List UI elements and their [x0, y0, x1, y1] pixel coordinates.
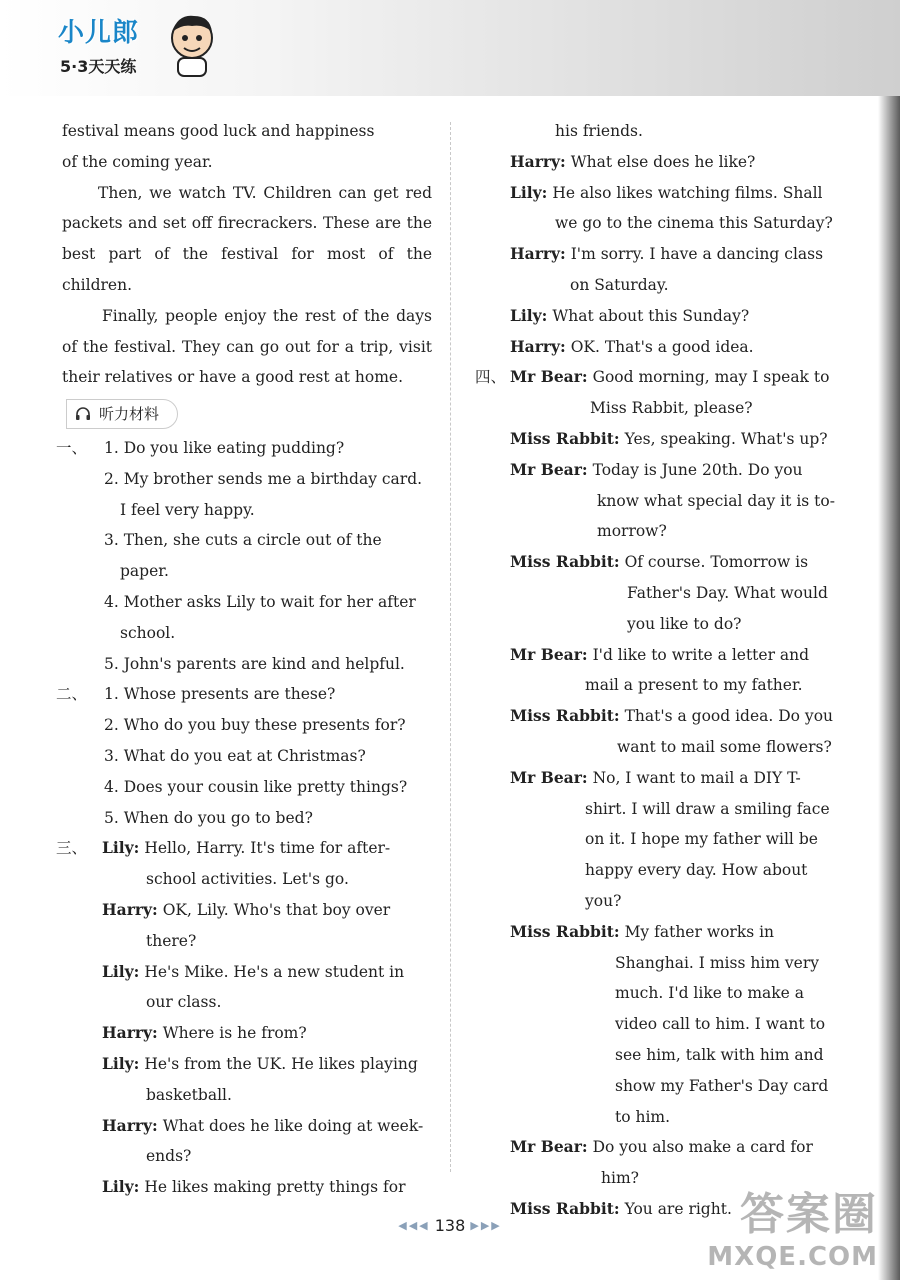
brand-logo	[52, 10, 222, 84]
speaker: Harry:	[510, 244, 566, 264]
speaker: Lily:	[510, 305, 548, 325]
utterance: Good morning, may I speak to Miss Rabbit, please?	[590, 368, 830, 418]
site-watermark	[707, 1178, 878, 1272]
utterance: Hello, Harry. It's time for after-school activities. Let's go.	[144, 839, 391, 889]
list-item: 2. Who do you buy these presents for?	[104, 716, 406, 735]
speaker: Harry:	[102, 1023, 158, 1043]
list-item: 3. What do you eat at Christmas?	[104, 746, 366, 765]
list-item: 1. Do you like eating pudding?	[104, 438, 345, 457]
section-title: 听力材料	[99, 405, 160, 424]
page-edge-shadow	[878, 96, 900, 1280]
utterance: Where is he from?	[162, 1024, 307, 1043]
utterance: No, I want to mail a DIY T-shirt. I will draw a smiling face on it. I hope my father will be happy every day. How about you?	[585, 768, 830, 910]
dialogue-line	[475, 917, 840, 1133]
speaker: Lily:	[102, 1177, 140, 1197]
right-column	[475, 116, 840, 1225]
utterance: Of course. Tomorrow is Father's Day. What would you like to do?	[624, 553, 828, 633]
dialogue-line	[62, 833, 432, 895]
essay-line: festival means good luck and happiness	[62, 122, 375, 140]
watermark-url: MXQE.COM	[707, 1242, 878, 1272]
speaker: Miss Rabbit:	[510, 552, 620, 572]
dialogue-line	[62, 895, 432, 957]
brand-title: 小儿郎	[58, 18, 140, 48]
utterance: He likes making pretty things for	[144, 1178, 406, 1197]
dialogue-line	[475, 332, 840, 363]
section-header	[66, 399, 178, 429]
dialogue-line	[62, 1049, 432, 1111]
part-two	[56, 679, 432, 833]
utterance: OK. That's a good idea.	[570, 337, 754, 356]
list-item: 4. Does your cousin like pretty things?	[104, 777, 408, 796]
dialogue-line: his friends.	[555, 122, 643, 140]
speaker: Mr Bear:	[510, 1137, 588, 1157]
speaker: Lily:	[102, 961, 140, 981]
speaker: Miss Rabbit:	[510, 921, 620, 941]
list-item: 2. My brother sends me a birthday card. I feel very happy.	[104, 469, 423, 519]
utterance: Do you also make a card for him?	[592, 1138, 813, 1188]
dialogue-line	[475, 640, 840, 702]
utterance: He's from the UK. He likes playing basketball.	[144, 1054, 418, 1104]
dialogue-line	[475, 362, 840, 424]
dialogue-line	[475, 239, 840, 301]
part-label: 一、	[56, 438, 88, 457]
dialogue-line	[475, 701, 840, 763]
essay-line: of the coming year.	[62, 152, 213, 171]
utterance: Yes, speaking. What's up?	[624, 429, 828, 448]
utterance: What about this Sunday?	[552, 306, 750, 325]
speaker: Harry:	[102, 1115, 158, 1135]
utterance: He's Mike. He's a new student in our class.	[144, 962, 405, 1012]
speaker: Miss Rabbit:	[510, 706, 620, 726]
dialogue-line	[475, 147, 840, 178]
speaker: Harry:	[510, 151, 566, 171]
speaker: Harry:	[510, 336, 566, 356]
part-one	[56, 433, 432, 679]
speaker: Miss Rabbit:	[510, 1198, 620, 1218]
part-label: 三、	[56, 839, 88, 858]
utterance: Today is June 20th. Do you know what special day it is to-morrow?	[592, 460, 835, 541]
utterance: What else does he like?	[570, 152, 756, 171]
dialogue-line	[475, 547, 840, 639]
dialogue-line	[62, 1111, 432, 1173]
left-column	[56, 116, 432, 1203]
utterance: I'd like to write a letter and mail a present to my father.	[585, 645, 810, 695]
speaker: Lily:	[510, 182, 548, 202]
utterance: You are right.	[624, 1199, 732, 1218]
dialogue-line	[62, 1172, 432, 1203]
utterance: He also likes watching films. Shall we go to the cinema this Saturday?	[552, 183, 833, 233]
list-item: 4. Mother asks Lily to wait for her after school.	[104, 592, 416, 642]
dialogue-line	[475, 763, 840, 917]
speaker: Mr Bear:	[510, 367, 588, 387]
utterance: That's a good idea. Do you want to mail some flowers?	[617, 707, 834, 756]
utterance: OK, Lily. Who's that boy over there?	[146, 900, 391, 950]
utterance: What does he like doing at week-ends?	[146, 1116, 424, 1166]
headphones-icon	[75, 406, 91, 422]
utterance: My father works in Shanghai. I miss him very much. I'd like to make a video call to him. I want to see him, talk with him and show my Father's Day card to him.	[615, 922, 829, 1126]
dialogue-line	[62, 957, 432, 1019]
list-item: 1. Whose presents are these?	[104, 685, 336, 704]
part-three	[56, 833, 432, 1203]
speaker: Lily:	[102, 1053, 140, 1073]
watermark-title: 答案圈	[740, 1189, 878, 1240]
essay-paragraph: Then, we watch TV. Children can get red packets and set off firecrackers. These are the best part of the festival for most of the children.	[62, 183, 432, 294]
speaker: Mr Bear:	[510, 767, 588, 787]
prev-arrows: ◀◀◀	[398, 1219, 430, 1232]
part-four	[475, 362, 840, 1224]
list-item: 5. When do you go to bed?	[104, 808, 313, 827]
speaker: Miss Rabbit:	[510, 428, 620, 448]
speaker: Harry:	[102, 899, 158, 919]
page-number: 138	[434, 1216, 466, 1235]
boy-mascot-icon	[164, 10, 220, 80]
speaker: Mr Bear:	[510, 644, 588, 664]
dialogue-line	[475, 178, 840, 240]
speaker: Mr Bear:	[510, 459, 588, 479]
speaker: Lily:	[102, 838, 140, 858]
part-label: 二、	[56, 685, 88, 704]
series-title: 5·3天天练	[60, 57, 137, 76]
list-item: 3. Then, she cuts a circle out of the paper.	[104, 531, 382, 581]
dialogue-line	[475, 301, 840, 332]
part-label: 四、	[475, 368, 507, 387]
utterance: I'm sorry. I have a dancing class on Saturday.	[570, 245, 824, 294]
list-item: 5. John's parents are kind and helpful.	[104, 654, 405, 673]
dialogue-line	[62, 1018, 432, 1049]
dialogue-line	[475, 424, 840, 455]
next-arrows: ▶▶▶	[470, 1219, 502, 1232]
dialogue-line	[475, 455, 840, 547]
column-divider	[450, 122, 451, 1172]
essay-paragraph: Finally, people enjoy the rest of the days of the festival. They can go out for a trip, visit their relatives or have a good rest at home.	[62, 306, 432, 387]
